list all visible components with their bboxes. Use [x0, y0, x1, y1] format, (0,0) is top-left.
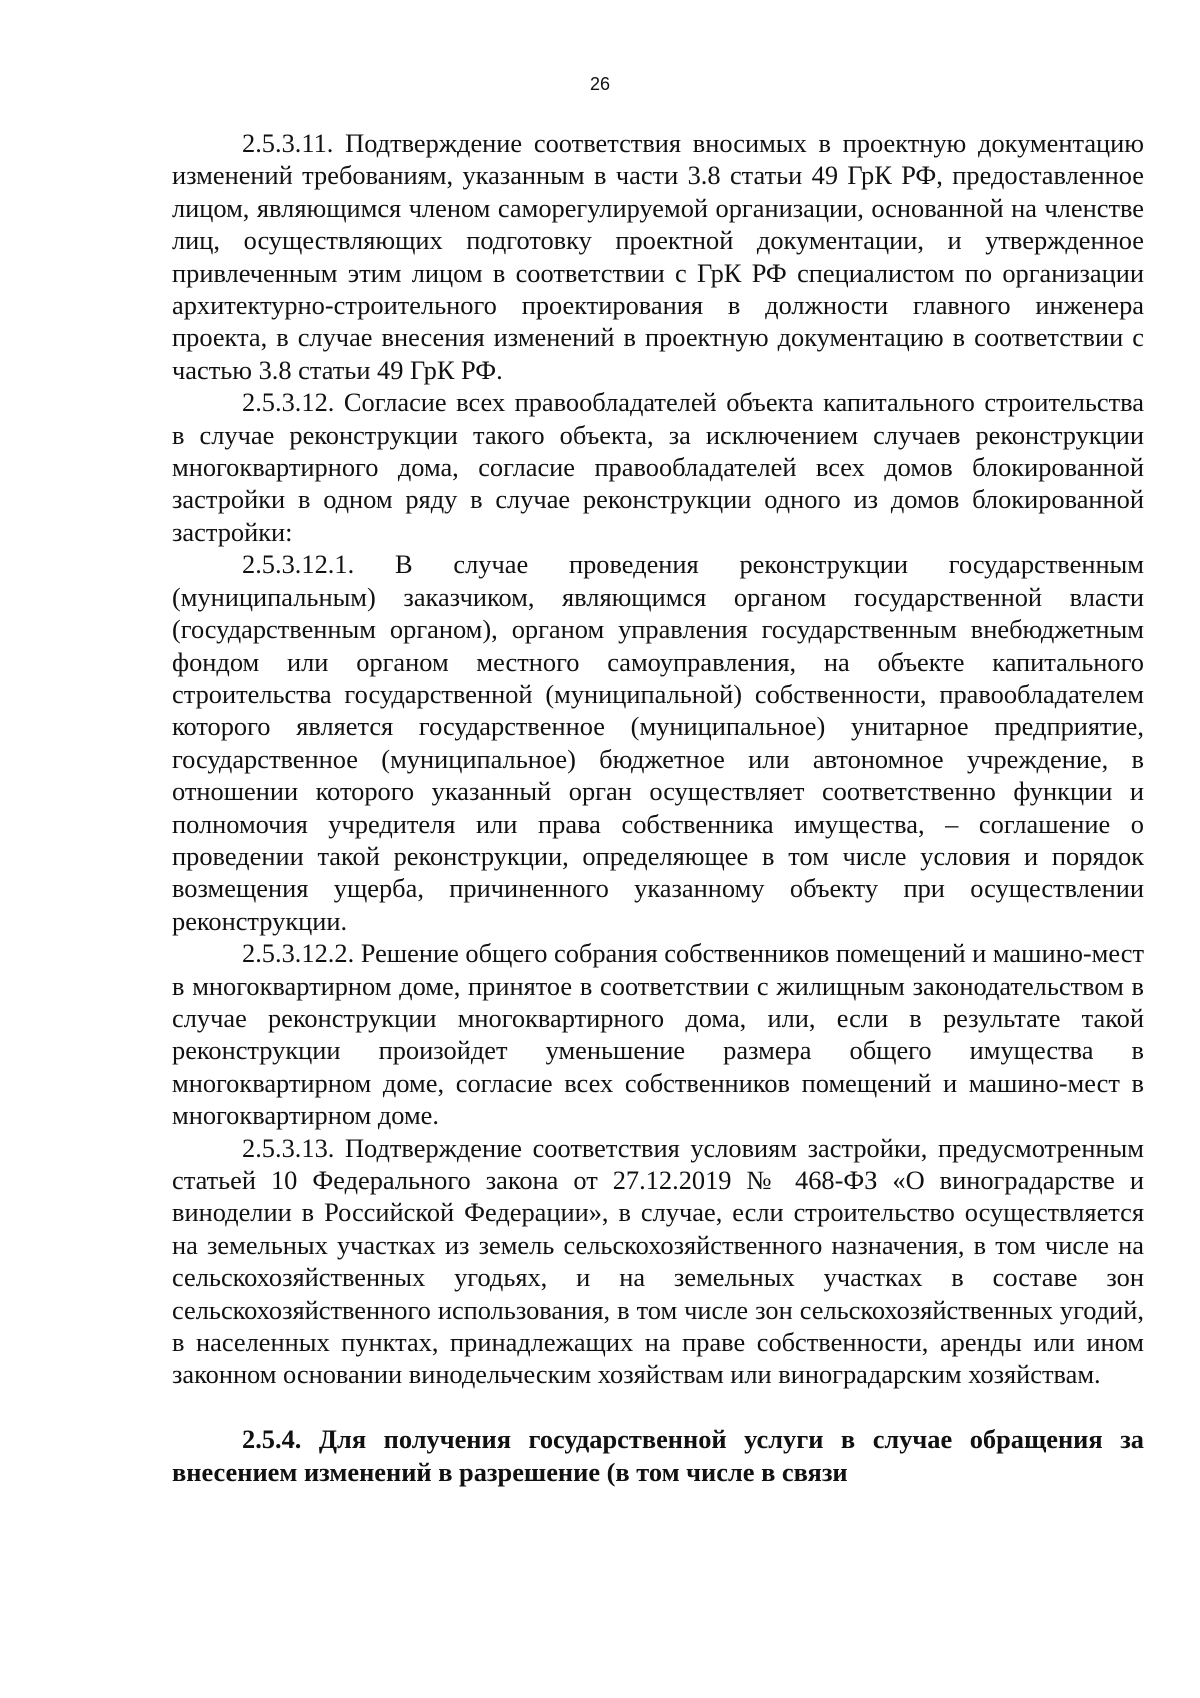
- paragraph-2-5-3-12: 2.5.3.12. Согласие всех правообладателей объекта капитального строительства в случае реконструкции такого объекта, за исключением случаев реконструкции многоквартирного дома, согласие правообладателей всех домов блокированной застройки в одном ряду в случае реконструкции одного из домов блокированной застройки:: [172, 387, 1144, 547]
- document-body: [172, 127, 1144, 1488]
- paragraph-2-5-3-13: 2.5.3.13. Подтверждение соответствия условиям застройки, предусмотренным статьей 10 Федерального закона от 27.12.2019 № 468-ФЗ «О виноградарстве и виноделии в Российской Федерации», в случае, если строительство осуществляется на земельных участках из земель сельскохозяйственного назначения, в том числе на сельскохозяйственных угодьях, и на земельных участках в составе зон сельскохозяйственного использования, в том числе зон сельскохозяйственных угодий, в населенных пунктах, принадлежащих на праве собственности, аренды или ином законном основании винодельческим хозяйствам или виноградарским хозяйствам.: [172, 1132, 1144, 1390]
- section-heading-2-5-4: 2.5.4. Для получения государственной услуги в случае обращения за внесением изменений в разрешение (в том числе в связи: [172, 1424, 1144, 1487]
- paragraph-2-5-3-12-1: 2.5.3.12.1. В случае проведения реконструкции государственным (муниципальным) заказчиком, являющимся органом государственной власти (государственным органом), органом управления государственным внебюджетным фондом или органом местного самоуправления, на объекте капитального строительства государственной (муниципальной) собственности, правообладателем которого является государственное (муниципальное) унитарное предприятие, государственное (муниципальное) бюджетное или автономное учреждение, в отношении которого указанный орган осуществляет соответственно функции и полномочия учредителя или права собственника имущества, – соглашение о проведении такой реконструкции, определяющее в том числе условия и порядок возмещения ущерба, причиненного указанному объекту при осуществлении реконструкции.: [172, 549, 1144, 936]
- paragraph-2-5-3-11: 2.5.3.11. Подтверждение соответствия вносимых в проектную документацию изменений требованиям, указанным в части 3.8 статьи 49 ГрК РФ, предоставленное лицом, являющимся членом саморегулируемой организации, основанной на членстве лиц, осуществляющих подготовку проектной документации, и утвержденное привлеченным этим лицом в соответствии с ГрК РФ специалистом по организации архитектурно-строительного проектирования в должности главного инженера проекта, в случае внесения изменений в проектную документацию в соответствии с частью 3.8 статьи 49 ГрК РФ.: [172, 128, 1144, 385]
- page-number: 26: [589, 74, 611, 94]
- paragraph-2-5-3-12-2: 2.5.3.12.2. Решение общего собрания собственников помещений и машино-мест в многоквартирном доме, принятое в соответствии с жилищным законодательством в случае реконструкции многоквартирного дома, или, если в результате такой реконструкции произойдет уменьшение размера общего имущества в многоквартирном доме, согласие всех собственников помещений и машино-мест в многоквартирном доме.: [172, 938, 1144, 1131]
